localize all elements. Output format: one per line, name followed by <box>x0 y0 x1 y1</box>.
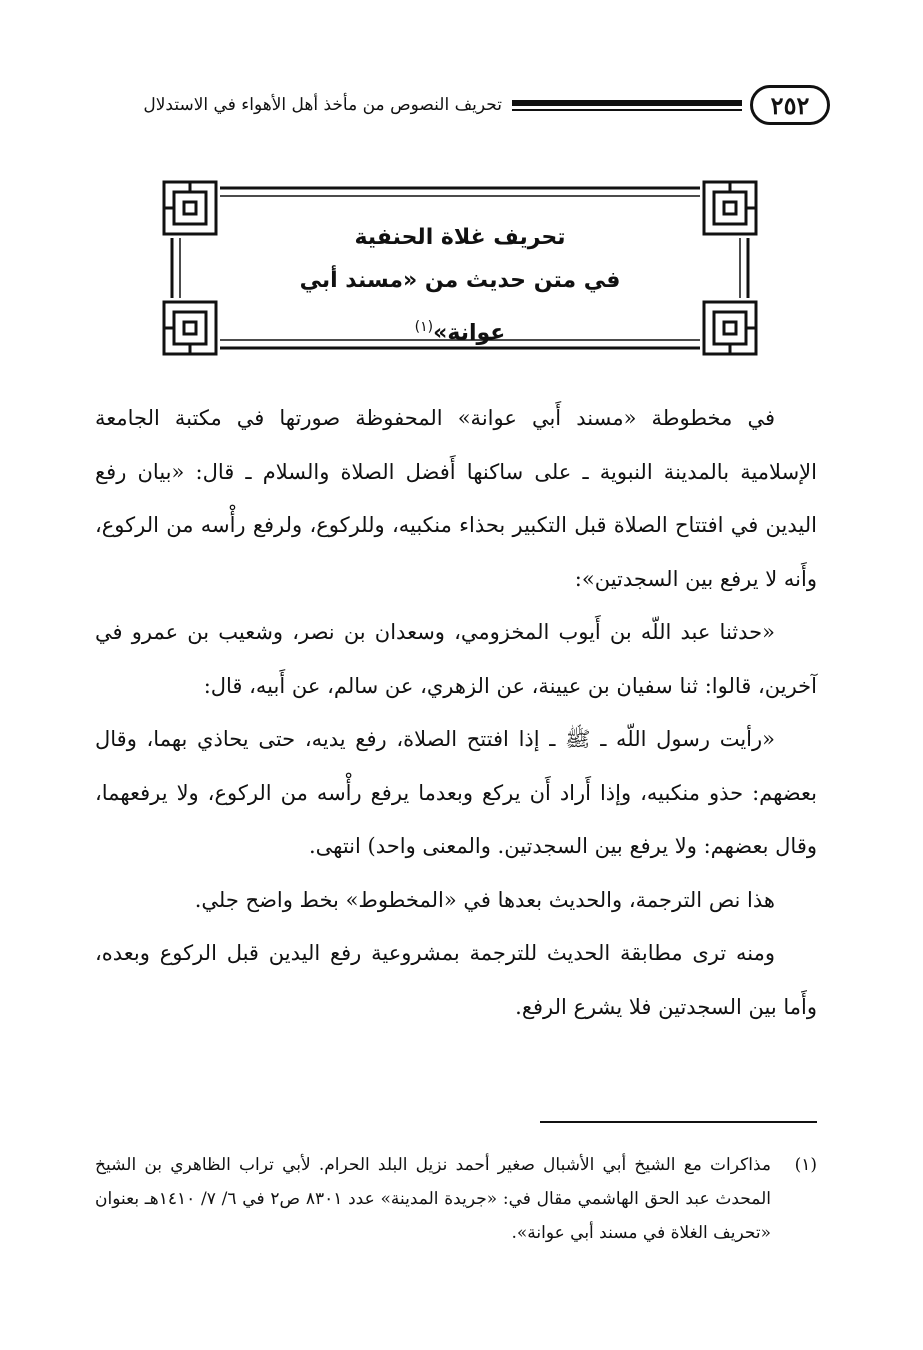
chapter-title-line2 <box>280 258 640 356</box>
footnote-number: (١) <box>794 1155 817 1175</box>
running-title: تحريف النصوص من مأخذ أهل الأهواء في الاستدلال <box>143 95 502 115</box>
footnote-reference: (١) <box>414 319 434 335</box>
chapter-title <box>280 218 640 346</box>
corner-knot-bottom-right <box>704 302 756 354</box>
header-rule <box>512 100 742 111</box>
chapter-title-line1: تحريف غلاة الحنفية <box>354 225 566 250</box>
corner-knot-top-right <box>704 182 756 234</box>
paragraph: «رأيت رسول اللّه ـ ﷺ ـ إذا افتتح الصلاة، رفع يديه، حتى يحاذي بهما، وقال بعضهم: حذو منكبيه، وإذا أَراد أَن يركع وبعدما يرفع رأْسه من الركوع، ولا يرفعهما، وقال بعضهم: ولا يرفع بين السجدتين. والمعنى واحد) انتهى. <box>95 727 817 858</box>
page-number: ٢٥٢ <box>750 85 830 125</box>
footnote-separator <box>540 1121 817 1123</box>
paragraph: في مخطوطة «مسند أَبي عوانة» المحفوظة صورتها في مكتبة الجامعة الإسلامية بالمدينة النبوية ـ على ساكنها أَفضل الصلاة والسلام ـ قال: «بيان رفع اليدين في افتتاح الصلاة قبل التكبير بحذاء منكبيه، وللركوع، ولرفع رأْسه من الركوع، وأَنه لا يرفع بين السجدتين»: <box>95 406 817 591</box>
footnote-text: مذاكرات مع الشيخ أبي الأشبال صغير أحمد نزيل البلد الحرام. لأبي تراب الظاهري بن الشيخ المحدث عبد الحق الهاشمي مقال في: «جريدة المدينة» عدد ٨٣٠١ ص٢ في ٦/ ٧/ ١٤١٠هـ بعنوان «تحريف الغلاة في مسند أبي عوانة». <box>95 1155 771 1243</box>
paragraph: «حدثنا عبد اللّه بن أَيوب المخزومي، وسعدان بن نصر، وشعيب بن عمرو في آخرين، قالوا: ثنا سفيان بن عيينة، عن الزهري، عن سالم، عن أَبيه، قال: <box>95 620 817 698</box>
chapter-title-box <box>160 178 760 358</box>
chapter-title-line2-text: في متن حديث من «مسند أبي عوانة» <box>299 268 621 346</box>
footnote <box>95 1148 817 1250</box>
corner-knot-bottom-left <box>164 302 216 354</box>
running-header <box>95 76 830 134</box>
corner-knot-top-left <box>164 182 216 234</box>
body-text <box>95 392 817 1034</box>
paragraph: ومنه ترى مطابقة الحديث للترجمة بمشروعية رفع اليدين قبل الركوع وبعده، وأَما بين السجدتين فلا يشرع الرفع. <box>95 941 817 1019</box>
footnotes <box>95 1148 817 1250</box>
paragraph: هذا نص الترجمة، والحديث بعدها في «المخطوط» بخط واضح جلي. <box>194 887 775 912</box>
